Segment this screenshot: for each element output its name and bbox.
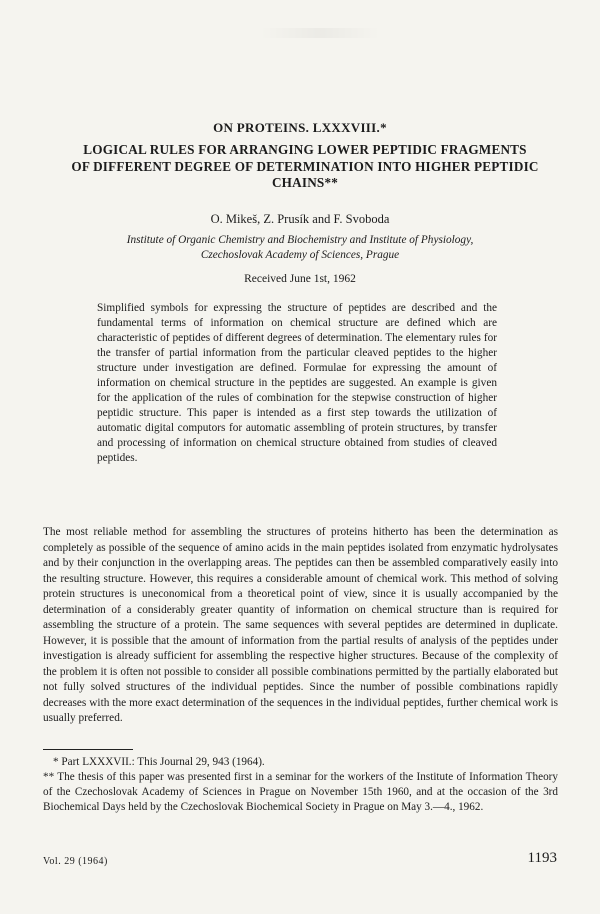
volume-label: Vol. 29 (1964) — [43, 856, 108, 867]
footnotes — [43, 755, 558, 815]
footnote-1: * Part LXXXVII.: This Journal 29, 943 (1964). — [53, 756, 265, 768]
footnote-divider — [43, 749, 133, 750]
series-title: ON PROTEINS. LXXXVIII.* — [213, 120, 387, 135]
footnote-2: ** The thesis of this paper was presented first in a seminar for the workers of the Institute of Information Theory of the Czechoslovak Academy of Sciences in Prague on November 15th 1960, and at the occasion of the 3rd Biochemical Days held by the Czechoslovak Biochemical Society in Prague on May 3.—4., 1962. — [43, 771, 558, 813]
scan-smudge — [260, 28, 380, 38]
page-number: 1193 — [527, 850, 557, 866]
affiliation-line-2: Czechoslovak Academy of Sciences, Prague — [200, 249, 400, 261]
received-date: Received June 1st, 1962 — [244, 273, 356, 285]
affiliation-line-1: Institute of Organic Chemistry and Biochemistry and Institute of Physiology, — [126, 234, 474, 246]
title-line-2: OF DIFFERENT DEGREE OF DETERMINATION INTO HIGHER PEPTIDIC — [71, 158, 539, 174]
authors: O. Mikeš, Z. Prusík and F. Svoboda — [210, 212, 390, 226]
affiliation — [60, 233, 540, 263]
title-line-3: CHAINS** — [271, 175, 339, 190]
title-line-1: LOGICAL RULES FOR ARRANGING LOWER PEPTIDIC FRAGMENTS — [83, 142, 527, 157]
abstract: Simplified symbols for expressing the structure of peptides are described and the fundamental terms of information on chemical structure are defined which are characteristic of peptides of different degrees of determination. The elementary rules for the transfer of partial information from the particular cleaved peptides to the higher structure under investigation are defined. Formulae for expressing the amount of information on chemical structure in the peptides are suggested. An example is given for the application of the rules of combination for the stepwise construction of higher peptidic structure. This paper is intended as a first step towards the utilization of automatic digital computors for automatic assembling of protein structures, by transfer and processing of information on chemical structure obtained from studies of cleaved peptides. — [97, 302, 497, 464]
body-paragraph: The most reliable method for assembling the structures of proteins hitherto has been the determination as completely as possible of the sequence of amino acids in the main peptides isolated from enzymatic hydrolysates and by their conjunction in the overlapping areas. The peptides can then be assembled comparatively easily into the resulting structure. However, this requires a considerable amount of chemical work. This method of solving protein structures is uneconomical from a theoretical point of view, since it is usually accompanied by the determination of a considerably greater quantity of information on chemical structure than is required for assembling the structure of a protein. The same sequences with several peptides are determined in duplicate. However, it is possible that the amount of information from the partial results of analysis of the peptides under investigation is already sufficient for assembling the respective higher structures. Because of the complexity of the problem it is often not possible to consider all possible combinations permitted by the partially elaborated but not fully solved structures of the individual peptides. Since the number of possible combinations rapidly decreases with the more exact determination of the sequences in the individual peptides, further chemical work is usually preferred. — [43, 526, 558, 724]
article-title — [40, 142, 570, 192]
